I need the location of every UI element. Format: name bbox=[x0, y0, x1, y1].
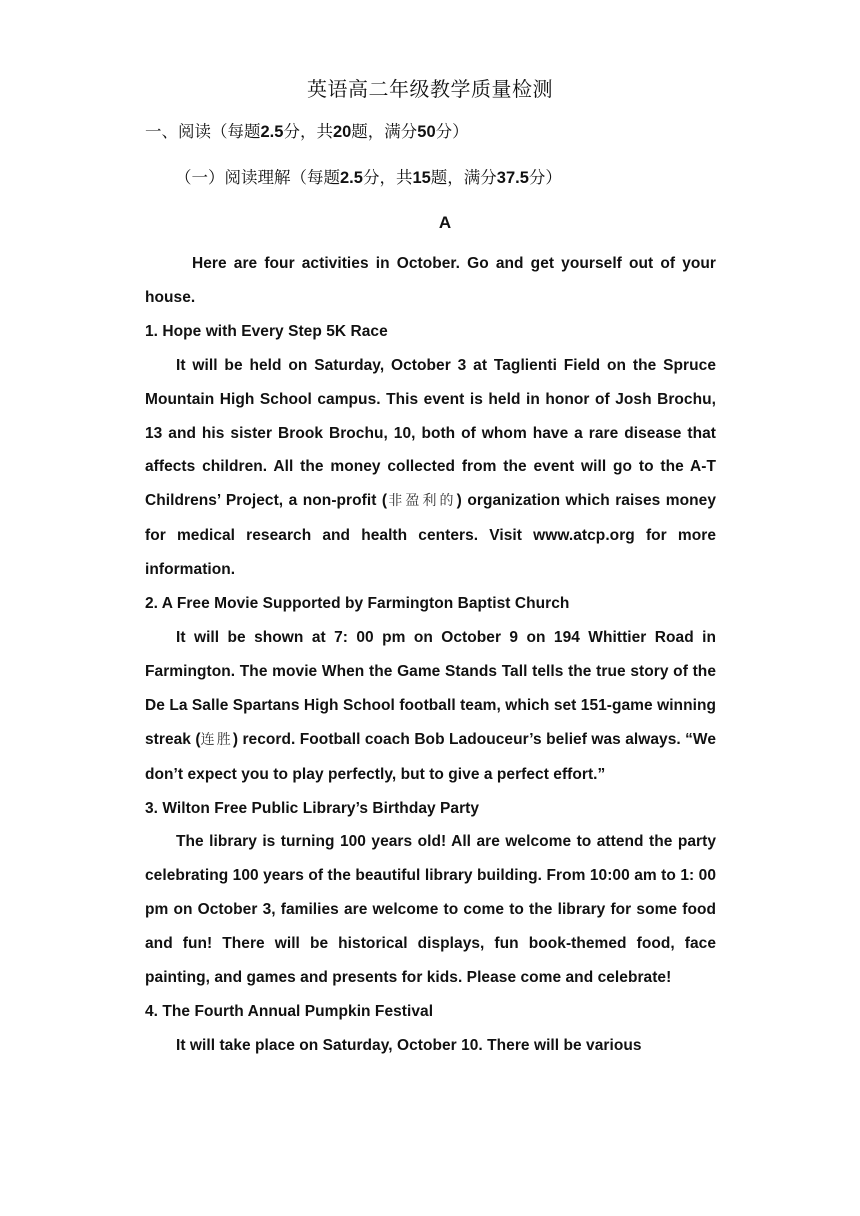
activity-heading-4: 4. The Fourth Annual Pumpkin Festival bbox=[145, 1002, 434, 1020]
activity-heading-1: 1. Hope with Every Step 5K Race bbox=[145, 322, 388, 340]
activity-text-3: The library is turning 100 years old! All are welcome to attend the party celebrating 100 years of the beautiful library building. From 10:00 am to 1: 00 pm on October 3, families are welcome to come to the library for some food and fun! There will be historical displays, fun book-themed food, face painting, and games and presents for kids. Please come and celebrate! bbox=[145, 833, 716, 987]
section-heading-comprehension bbox=[175, 165, 562, 191]
section-prefix: （一）阅读理解（每题 bbox=[175, 168, 340, 187]
score-each: 2.5 bbox=[340, 169, 363, 187]
score-each: 2.5 bbox=[260, 123, 284, 141]
section-mid2: 题，满分 bbox=[430, 168, 497, 187]
section-mid1: 分，共 bbox=[283, 122, 333, 141]
activity-text-1-a: It will be held on Saturday, October 3 at Taglienti Field on the Spruce Mountain High School campus. This event is held in honor of Josh Brochu, 13 and his sister Brook Brochu, 10, both of whom have a rare disease that affects children. All the money collected from the event will go to the A-T Childrens’ Project, a non-profit ( bbox=[145, 356, 716, 510]
page-title: 英语高二年级教学质量检测 bbox=[307, 77, 553, 101]
question-count: 15 bbox=[412, 169, 431, 187]
section-suffix: 分） bbox=[435, 122, 469, 141]
section-mid2: 题，满分 bbox=[351, 122, 418, 141]
activity-heading-3: 3. Wilton Free Public Library’s Birthday Party bbox=[145, 799, 480, 817]
total-score: 50 bbox=[417, 123, 436, 141]
gloss-nonprofit: 非盈利的 bbox=[387, 493, 457, 510]
passage-letter: A bbox=[438, 213, 452, 232]
passage-intro: Here are four activities in October. Go and get yourself out of your house. bbox=[145, 255, 716, 306]
gloss-winning-streak: 连胜 bbox=[200, 731, 233, 748]
activity-text-4: It will take place on Saturday, October 10. There will be various bbox=[176, 1036, 642, 1054]
total-score: 37.5 bbox=[496, 169, 529, 187]
activity-text-2 bbox=[145, 621, 716, 792]
section-heading-reading bbox=[145, 119, 469, 145]
activity-heading-2: 2. A Free Movie Supported by Farmington Baptist Church bbox=[145, 595, 570, 613]
section-mid1: 分，共 bbox=[362, 168, 413, 187]
activity-text-1-b: ) organization which raises money for medical research and health centers. Visit www.atcp.org for more information. bbox=[145, 492, 716, 579]
passage-body bbox=[145, 247, 716, 1063]
section-suffix: 分） bbox=[528, 168, 562, 187]
activity-text-2-a: It will be shown at 7: 00 pm on October 9 on 194 Whittier Road in Farmington. The movie When the Game Stands Tall tells the true story of the De La Salle Spartans High School football team, which set 151-game winning streak ( bbox=[145, 628, 716, 748]
section-prefix: 一、阅读（每题 bbox=[145, 122, 261, 141]
question-count: 20 bbox=[332, 123, 352, 141]
activity-text-2-b: ) record. Football coach Bob Ladouceur’s belief was always. “We don’t expect you to play perfectly, but to give a perfect effort.” bbox=[145, 730, 717, 783]
activity-text-1 bbox=[145, 349, 716, 587]
